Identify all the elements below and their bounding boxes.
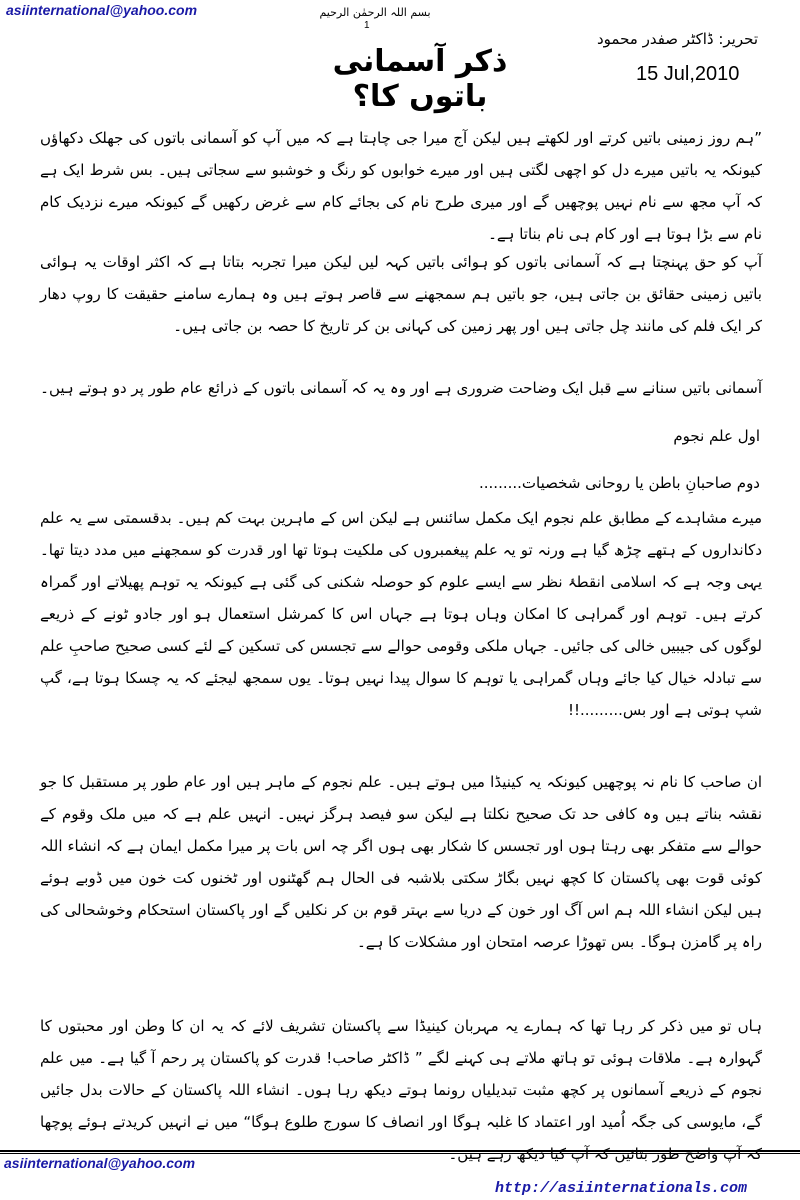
article-paragraph-canada-gentleman: ان صاحب کا نام نہ پوچھیں کیونکہ یہ کینیڈا میں ہوتے ہیں۔ علم نجوم کے ماہر ہیں اور عام طور پر مستقبل کا جو نقشہ بناتے ہیں وہ کافی حد تک صحیح نکلتا ہے لیکن سو فیصد ہرگز نہیں۔ انہیں علم ہے کہ میں ملک وقوم کے حوالے سے متفکر بھی رہتا ہوں اور تجسس کا شکار بھی ہوں اگر چہ اس بات پر میرا مکمل ایمان ہے کہ انشاء اللہ کوئی قوت بھی پاکستان کا کچھ نہیں بگاڑ سکتی بلاشبہ فی الحال ہم گھٹنوں اور ٹخنوں کت خون میں ڈوبے ہوئے ہیں لیکن انشاء اللہ ہم اس آگ اور خون کے دریا سے بہتر قوم بن کر نکلیں گے اور پاکستان استحکام وخوشحالی کی راہ پر گامزن ہوگا۔ بس تھوڑا عرصہ امتحان اور مشکلات کا ہے۔ — [40, 773, 762, 951]
publication-date: 15 Jul,2010 — [636, 63, 740, 85]
article-paragraph-sky-talks: آپ کو حق پہنچتا ہے کہ آسمانی باتوں کو ہوائی باتیں کہہ لیں لیکن میرا تجربہ بتاتا ہے کہ اکثر اوقات یہ ہوائی باتیں زمینی حقائق بن جاتی ہیں، جو باتیں ہم سمجھنے سے قاصر ہوتے ہیں وہ ہمارے سامنے حقیقت کا روپ دھار کر ایک فلم کی مانند چل جاتی ہیں اور پھر زمین کی کہانی بن کر تاریخ کا حصہ بن جاتی ہیں۔ — [40, 253, 762, 335]
article-paragraph-intro: ”ہم روز زمینی باتیں کرتے اور لکھتے ہیں لیکن آج میرا جی چاہتا ہے کہ میں آپ کو آسمانی باتوں کی جھلک دکھاؤں کیونکہ یہ باتیں میرے دل کو اچھی لگتی ہیں اور میرے خوابوں کو رنگ و خوشبو سے سجاتی ہیں۔ بس شرط ایک ہے کہ آپ مجھ سے نام نہیں پوچھیں گے اور میری طرح نام کی بجائے کام سے غرض رکھیں گے کیونکہ میرے نزدیک کام نام سے بڑا ہوتا ہے اور کام ہی نام بناتا ہے۔ — [40, 129, 762, 243]
article-paragraph-astrology: میرے مشاہدے کے مطابق علم نجوم ایک مکمل سائنس ہے لیکن اس کے ماہرین بہت کم ہیں۔ بدقسمتی سے یہ علم دکانداروں کے ہتھے چڑھ گیا ہے ورنہ تو یہ علم پیغمبروں کی ملکیت ہوتا تھا اور قدرت کو سمجھنے میں مدد دیتا تھا۔ یہی وجہ ہے کہ اسلامی انقطۂ نظر سے ایسے علوم کو حوصلہ شکنی کی گئی ہے کیونکہ یہ توہم پھیلاتے اور گمراہ کرتے ہیں۔ توہم اور گمراہی کا امکان وہاں ہوتا ہے جہاں اس کا کمرشل استعمال ہو اور جادو ٹونے کے ذریعے لوگوں کی جیبیں خالی کی جائیں۔ جہاں ملکی وقومی حوالے سے تجسس کی تسکین کے لئے کسی صحیح صاحبِ علم سے تبادلہ خیال کیا جائے وہاں گمراہی یا توہم کا سوال پیدا نہیں ہوتا۔ یوں سمجھ لیجئے کہ یہ چسکا ہوتا ہے، گپ شپ ہوتی ہے اور بس.........!! — [40, 509, 762, 719]
footer-website-link[interactable]: http://asiinternationals.com — [495, 1180, 748, 1197]
source-item-spiritual: دوم صاحبانِ باطن یا روحانی شخصیات......... — [479, 474, 760, 492]
article-title: ذکر آسمانی باتوں کا؟ — [332, 44, 508, 114]
footer-divider — [0, 1150, 800, 1154]
header-email-link[interactable]: asiinternational@yahoo.com — [6, 2, 198, 18]
bismillah-heading: بسم اللہ الرحمٰن الرحیم — [319, 6, 431, 19]
article-paragraph-meeting: ہاں تو میں ذکر کر رہا تھا کہ ہمارے یہ مہربان کینیڈا سے پاکستان تشریف لائے کہ یہ ان کا وطن اور محبتوں کا گہوارہ ہے۔ ملاقات ہوئی تو ہاتھ ملاتے ہی کہنے لگے ” ڈاکٹر صاحب! قدرت کو پاکستان پر رحم آ گیا ہے۔ میں علم نجوم کے ذریعے آسمانوں پر کچھ مثبت تبدیلیاں رونما ہوتے دیکھ رہا ہوں۔ انشاء اللہ پاکستان کے حالات بدل جائیں گے، مایوسی کی جگہ اُمید اور اعتماد کا غلبہ ہوگا اور انصاف کا سورج طلوع ہوگا“ میں نے انہیں کریدتے ہوئے پوچھا کہ آپ واضح طور بتائیں کہ آپ کیا دیکھ رہے ہیں۔ — [40, 1017, 762, 1163]
article-paragraph-sources: آسمانی باتیں سنانے سے قبل ایک وضاحت ضروری ہے اور وہ یہ کہ آسمانی باتوں کے ذرائع عام طور پر دو ہوتے ہیں۔ — [40, 379, 762, 397]
author-byline: تحریر: ڈاکٹر صفدر محمود — [597, 30, 758, 48]
page-number: 1 — [364, 20, 370, 31]
footer-email-link[interactable]: asiinternational@yahoo.com — [4, 1155, 196, 1171]
source-item-astrology: اول علم نجوم — [673, 427, 760, 445]
